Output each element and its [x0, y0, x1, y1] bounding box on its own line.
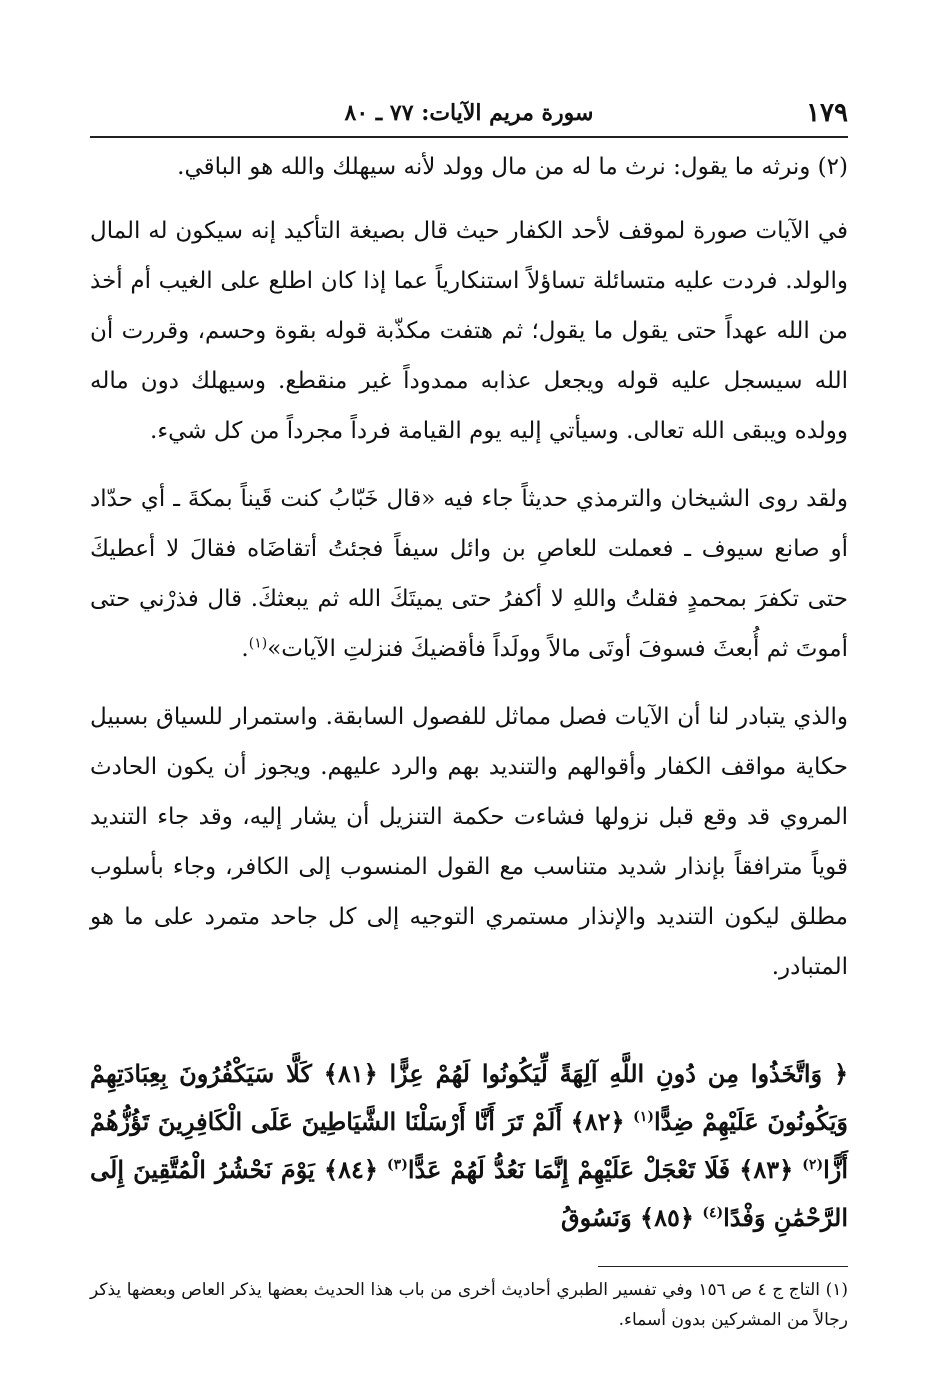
- verse-segment-4: ﴿٨٤﴾ يَوْمَ نَحْشُرُ الْمُتَّقِينَ إِلَى الرَّحْمَٰنِ وَفْدًا: [90, 1155, 848, 1232]
- quran-verses: [90, 1050, 848, 1242]
- paragraph-2-text: ولقد روى الشيخان والترمذي حديثاً جاء فيه «قال خَبّابُ كنت قَيناً بمكةَ ـ أي حدّاد أو صانع سيوف ـ فعملت للعاصِ بن وائل سيفاً فجئتُ أتقاضَاه فقالَ لا أعطيكَ حتى تكفرَ بمحمدٍ فقلتُ واللهِ لا أكفرُ حتى يميتَكَ الله ثم يبعثكَ. قال فذرْني حتى أموتَ ثم أُبعثَ فسوفَ أوتَى مالاً وولَداً فأقضيكَ فنزلتِ الآيات»: [90, 486, 848, 662]
- page-number: ١٧٩: [806, 98, 848, 128]
- page: [90, 96, 848, 1352]
- paragraph-2-end: .: [241, 636, 249, 662]
- verse-segment-5: ﴿٨٥﴾ وَنَسُوقُ: [561, 1203, 694, 1232]
- footnote-marker: (١): [248, 635, 268, 652]
- footnote: (١) التاج ج ٤ ص ١٥٦ وفي تفسير الطبري أحاديث أخرى من باب هذا الحديث بعضها يذكر العاص وبعضها يذكر رجالاً من المشركين بدون أسماء.: [90, 1280, 848, 1330]
- paragraph-2: [90, 474, 848, 674]
- verse-segment-3: ﴿٨٣﴾ فَلَا تَعْجَلْ عَلَيْهِمْ إِنَّمَا نَعُدُّ لَهُمْ عَدًّا: [407, 1155, 794, 1184]
- footnote-divider: [598, 1266, 848, 1267]
- paragraph-3: والذي يتبادر لنا أن الآيات فصل مماثل للفصول السابقة. واستمرار للسياق بسبيل حكاية مواقف الكفار وأقوالهم والتنديد بهم والرد عليهم. ويجوز أن يكون الحادث المروي قد وقع قبل نزولها فشاءت حكمة التنزيل أن يشار إليه، وقد جاء التنديد قوياً مترافقاً بإنذار شديد متناسب مع القول المنسوب إلى الكافر، وجاء بأسلوب مطلق ليكون التنديد والإنذار مستمري التوجيه إلى كل جاحد متمرد على ما هو المتبادر.: [90, 704, 848, 980]
- page-header: [90, 96, 848, 138]
- paragraph-1: في الآيات صورة لموقف لأحد الكفار حيث قال بصيغة التأكيد إنه سيكون له المال والولد. فردت عليه متسائلة تساؤلاً استنكارياً عما إذا كان اطلع على الغيب أم أخذ من الله عهداً حتى يقول ما يقول؛ ثم هتفت مكذّبة قوله بقوة وحسم، وقررت أن الله سيسجل عليه قوله ويجعل عذابه ممدوداً غير منقطع. وسيهلك دون ماله وولده ويبقى الله تعالى. وسيأتي إليه يوم القيامة فرداً مجرداً من كل شيء.: [90, 218, 848, 444]
- verse-segment-1: ﴿ وَاتَّخَذُوا مِن دُونِ اللَّهِ آلِهَةً لِّيَكُونُوا لَهُمْ عِزًّا ﴿٨١﴾ كَلَّا سَيَكْفُرُونَ بِعِبَادَتِهِمْ وَيَكُونُونَ عَلَيْهِمْ ضِدًّا: [90, 1059, 848, 1136]
- running-title: سورة مريم الآيات: ٧٧ ـ ٨٠: [344, 100, 594, 126]
- verse-note-marker-3: (٣): [387, 1157, 408, 1173]
- explanatory-note-2: (٢) ونرثه ما يقول: نرث ما له من مال وولد لأنه سيهلك والله هو الباقي.: [177, 154, 848, 180]
- verse-note-marker-4: (٤): [702, 1205, 724, 1221]
- verse-segment-2: ﴿٨٢﴾ أَلَمْ تَرَ أَنَّا أَرْسَلْنَا الشَّيَاطِينَ عَلَى الْكَافِرِينَ تَؤُزُّهُمْ أَزًّا: [90, 1107, 849, 1184]
- verse-note-marker-1: (١): [633, 1109, 654, 1125]
- verse-note-marker-2: (٢): [802, 1157, 824, 1173]
